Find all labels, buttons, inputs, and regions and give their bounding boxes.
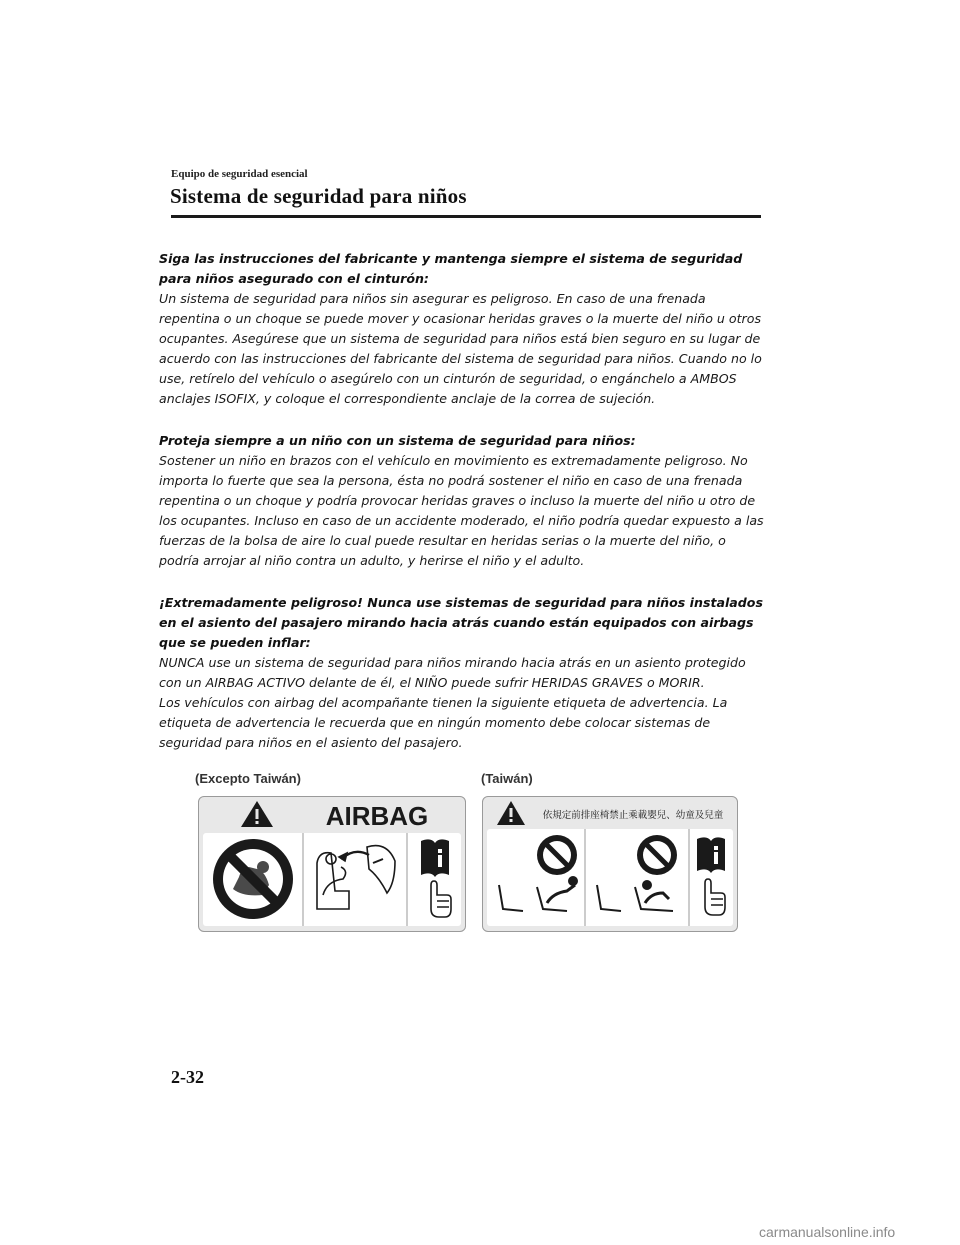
manual-book-icon	[697, 837, 725, 873]
taiwan-banner-text: 依規定前排座椅禁止乘載嬰兒、幼童及兒童	[542, 810, 724, 821]
warning-heading: ¡Extremadamente peligroso! Nunca use sistemas de seguridad para niños instalados en el asiento del pasajero mirando hacia atrás cuando están equipados con airbags que se pueden inflar:	[159, 595, 763, 650]
watermark: carmanualsonline.info	[759, 1224, 896, 1240]
warning-airbag	[159, 593, 769, 753]
prohibition-icon	[637, 835, 677, 875]
prohibition-icon	[213, 839, 293, 919]
warning-body: Los vehículos con airbag del acompañante tienen la siguiente etiqueta de advertencia. La etiqueta de advertencia le recuerda que en ningún momento debe colocar sistemas de seguridad para niños en el asiento del pasajero.	[159, 695, 728, 750]
page-title: Sistema de seguridad para niños	[170, 184, 467, 208]
warning-heading: Proteja siempre a un niño con un sistema de seguridad para niños:	[159, 433, 636, 448]
manual-book-icon	[421, 839, 449, 877]
airbag-label-graphic	[199, 797, 465, 931]
prohibition-icon	[537, 835, 577, 875]
label-caption-except-taiwan: (Excepto Taiwán)	[195, 771, 301, 786]
warning-belt	[159, 249, 769, 409]
warning-body: NUNCA use un sistema de seguridad para niños mirando hacia atrás en un asiento protegido con un AIRBAG ACTIVO delante de él, el NIÑO puede sufrir HERIDAS GRAVES o MORIR.	[159, 655, 746, 690]
warning-heading: Siga las instrucciones del fabricante y mantenga siempre el sistema de seguridad para niños asegurado con el cinturón:	[159, 251, 743, 286]
label-caption-taiwan: (Taiwán)	[481, 771, 533, 786]
warning-body: Sostener un niño en brazos con el vehículo en movimiento es extremadamente peligroso. No importa lo fuerte que sea la persona, ésta no podrá sostener el niño en caso de una frenada repentina o un choque y podría provocar heridas graves o incluso la muerte del niño u otro de los ocupantes. Incluso en caso de un accidente moderado, el niño podría quedar expuesto a las fuerzas de la bolsa de aire lo cual puede resultar en heridas serias o la muerte del niño, o podría arrojar al niño contra un adulto, y herirse el niño y el adulto.	[159, 453, 764, 568]
title-divider	[171, 215, 761, 218]
section-label: Equipo de seguridad esencial	[171, 168, 308, 180]
airbag-banner-text: AIRBAG	[325, 801, 429, 831]
warning-triangle-icon	[497, 801, 525, 825]
page-number: 2-32	[171, 1067, 204, 1087]
warning-text	[159, 249, 769, 775]
taiwan-warning-label	[482, 796, 738, 932]
warning-protect-child	[159, 431, 769, 571]
warning-triangle-icon	[241, 801, 273, 827]
warning-body: Un sistema de seguridad para niños sin asegurar es peligroso. En caso de una frenada repentina o un choque se puede mover y ocasionar heridas graves o la muerte del niño u otros ocupantes. Asegúrese que un sistema de seguridad para niños está bien seguro en su lugar de acuerdo con las instrucciones del fabricante del sistema de seguridad para niños. Cuando no lo use, retírelo del vehículo o asegúrelo con un cinturón de seguridad, o engánchelo a AMBOS anclajes ISOFIX, y coloque el correspondiente anclaje de la correa de sujeción.	[159, 291, 762, 406]
label-panel	[487, 829, 733, 926]
airbag-warning-label	[198, 796, 466, 932]
taiwan-label-graphic	[483, 797, 737, 931]
